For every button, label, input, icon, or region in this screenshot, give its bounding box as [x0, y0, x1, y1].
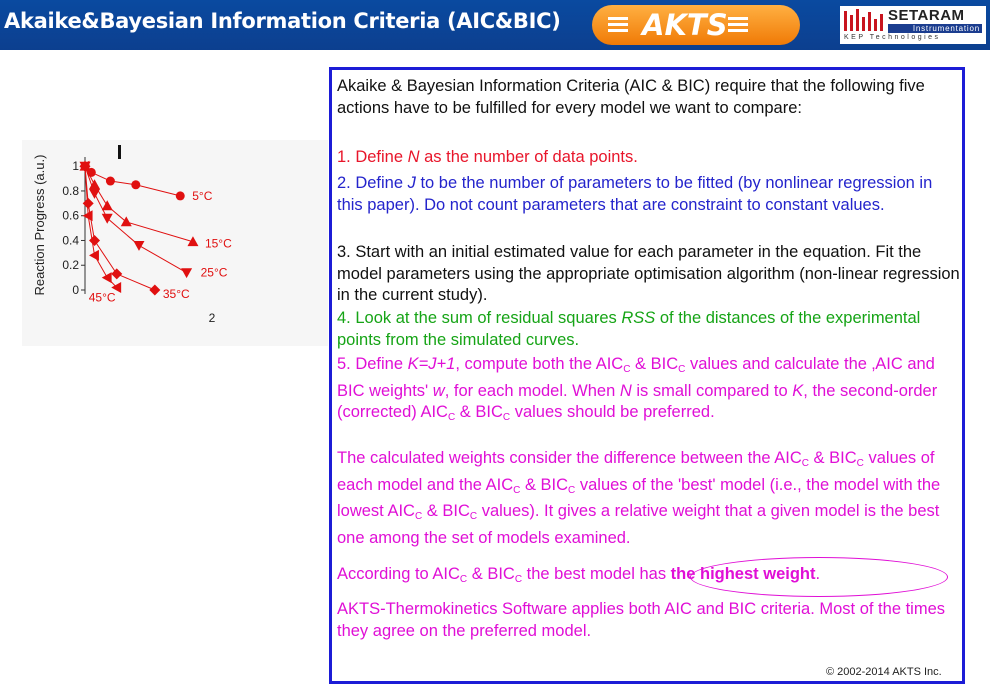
data-point [102, 214, 113, 224]
step5-n: N [619, 381, 632, 400]
weights-text-b: & BIC [808, 449, 857, 467]
data-point [102, 200, 113, 210]
data-point [121, 216, 132, 226]
step5-text-f: is small compared to [631, 381, 793, 400]
step5-k: K=J+1 [407, 355, 456, 373]
step-1 [337, 147, 962, 169]
data-point [131, 180, 140, 189]
series-line [85, 166, 180, 196]
series-label: 25°C [200, 265, 228, 280]
akts-logo-right-lines [728, 17, 748, 35]
step1-n: N [407, 148, 420, 166]
weights-text-e: values of the 'best' model (i.e., the model with the lowest AIC [337, 475, 941, 520]
step5-text-e: , for each model. When [444, 381, 620, 400]
highlight-ellipse [690, 557, 948, 597]
step5-text-a: 5. Define [337, 355, 408, 373]
data-point [187, 236, 198, 246]
subscript-c: C [502, 412, 511, 423]
setaram-subtitle: Instrumentation [888, 24, 982, 33]
setaram-logo [840, 6, 986, 44]
subscript-c: C [856, 458, 864, 469]
setaram-kep: KEP Technologies [844, 34, 941, 41]
weights-text-d: & BIC [520, 475, 569, 494]
y-axis-label: Reaction Progress (a.u.) [32, 154, 47, 296]
step1-text-a: 1. Define [337, 148, 408, 166]
step-4 [337, 308, 962, 351]
subscript-c: C [678, 364, 686, 375]
subscript-c: C [459, 574, 468, 585]
data-point [111, 268, 122, 279]
step5-text-c: & BIC [630, 355, 679, 373]
y-tick-label: 0.8 [62, 183, 79, 198]
series-line [85, 166, 193, 242]
series-label: 35°C [162, 287, 190, 301]
step-2 [337, 173, 962, 216]
data-point [133, 241, 144, 251]
step-3 [337, 242, 962, 307]
best-text-a: According to AIC [337, 565, 460, 583]
data-point [89, 235, 100, 246]
reaction-progress-chart [22, 140, 328, 346]
x-tick-label: 2 [208, 311, 216, 325]
step5-k2: K [792, 381, 804, 400]
best-text-c: the best model has [522, 565, 671, 583]
step5-text-h: & BIC [455, 403, 503, 421]
akts-logo [592, 5, 800, 45]
step3-text: 3. Start with an initial estimated value for each parameter in the equation. Fit the model parameters using the appropriate optimisation algorithm (non-linear regression in the current study). [337, 243, 960, 304]
slide-title: Akaike&Bayesian Information Criteria (AIC&BIC) [4, 9, 561, 33]
step4-text-b: of the distances of the experimental points from the simulated curves. [337, 309, 921, 349]
best-text-d: . [815, 565, 821, 583]
software-text: AKTS-Thermokinetics Software applies both AIC and BIC criteria. Most of the times they agree on the preferred model. [337, 600, 945, 640]
step5-w: w [432, 381, 445, 400]
setaram-bars-icon [844, 9, 884, 31]
step1-text-b: as the number of data points. [419, 148, 638, 166]
series-label: 45°C [88, 290, 116, 305]
copyright: © 2002-2014 AKTS Inc. [826, 666, 942, 678]
header-bar [0, 0, 990, 50]
step2-text-b: to be the number of parameters to be fitted (by nonlinear regression in this paper). Do not count parameters that are constraint to constant values. [337, 174, 933, 214]
series-label: 5°C [192, 188, 213, 203]
y-tick-label: 0.2 [62, 258, 79, 273]
software-paragraph [337, 599, 962, 642]
subscript-c: C [568, 484, 576, 496]
data-point [83, 198, 94, 209]
weights-text-f: & BIC [422, 502, 470, 520]
weights-text-c: values of each model and the AIC [337, 449, 935, 494]
step5-text-i: values should be preferred. [510, 403, 715, 421]
data-point [106, 177, 115, 186]
y-tick-label: 0 [72, 283, 79, 297]
data-point [89, 179, 100, 189]
data-point [176, 191, 185, 200]
best-text-b: & BIC [467, 565, 515, 583]
data-point [181, 268, 192, 278]
weights-text-g: values). It gives a relative weight that a given model is the best one among the set of models examined. [337, 502, 940, 547]
weights-text-a: The calculated weights consider the difference between the AIC [337, 449, 802, 467]
series-label: 15°C [204, 236, 232, 251]
step5-text-g: , the second-order (corrected) AIC [337, 381, 938, 421]
step5-text-b: , compute both the AIC [455, 355, 624, 373]
subscript-c: C [514, 574, 523, 585]
y-tick-label: 0.6 [62, 208, 79, 223]
chart-panel [22, 140, 328, 346]
subscript-c: C [414, 511, 423, 522]
subscript-c: C [801, 458, 809, 469]
intro-paragraph [337, 76, 962, 119]
best-highlight: the highest weight [670, 565, 816, 583]
data-point [102, 272, 112, 283]
step4-text-a: 4. Look at the sum of residual squares [337, 309, 622, 327]
cursor-marker [118, 145, 121, 159]
step2-text-a: 2. Define [337, 174, 408, 192]
step-5 [337, 354, 962, 429]
setaram-name: SETARAM [888, 7, 965, 24]
subscript-c: C [447, 412, 456, 423]
step4-rss: RSS [621, 309, 656, 327]
weights-paragraph [337, 448, 962, 549]
subscript-c: C [623, 364, 631, 375]
akts-logo-text: AKTS [642, 8, 728, 42]
data-point [149, 285, 160, 296]
y-tick-label: 1 [72, 159, 79, 174]
subscript-c: C [513, 484, 521, 496]
step2-j: J [407, 174, 416, 192]
akts-logo-left-lines [608, 17, 628, 35]
step5-text-d: values and calculate the ‚AIC and BIC weights' [337, 355, 935, 400]
y-tick-label: 0.4 [62, 233, 79, 248]
intro-text: Akaike & Bayesian Information Criteria (AIC & BIC) require that the following five actions have to be fulfilled for every model we want to compare: [337, 77, 925, 117]
data-point [89, 189, 100, 199]
subscript-c: C [469, 511, 478, 522]
